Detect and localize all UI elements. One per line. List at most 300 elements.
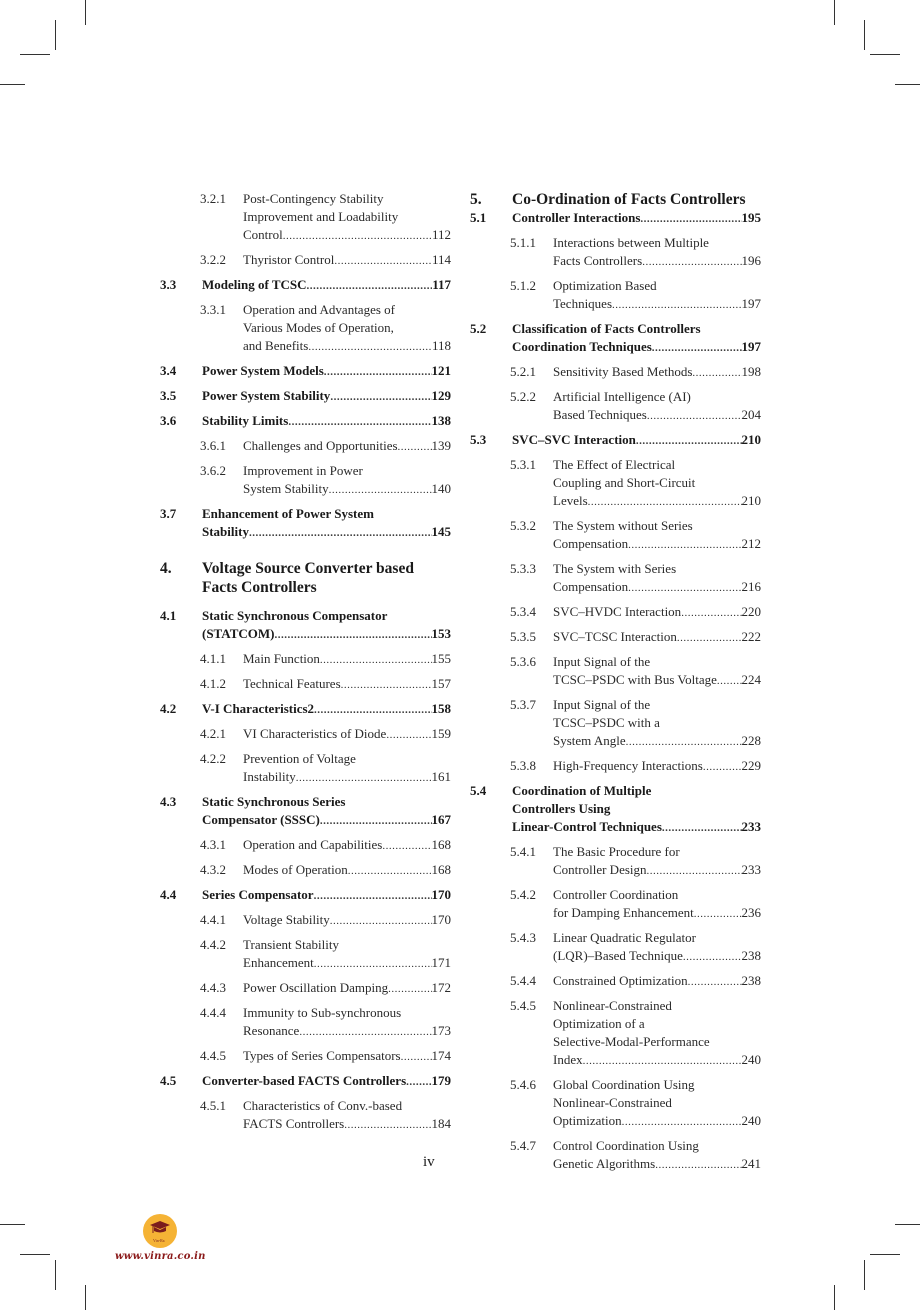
toc-title-line: Prevention of Voltage bbox=[243, 751, 356, 766]
toc-page-number: 138 bbox=[431, 413, 451, 428]
leader-dots bbox=[283, 227, 432, 245]
toc-number: 5.3.7 bbox=[510, 697, 536, 712]
toc-number: 5.4.4 bbox=[510, 973, 536, 988]
leader-dots bbox=[583, 1052, 742, 1070]
toc-title-line: Co-Ordination of Facts Controllers bbox=[512, 191, 746, 208]
toc-page-number: 240 bbox=[741, 1113, 761, 1128]
toc-number: 4.1 bbox=[160, 608, 177, 623]
toc-section[interactable] bbox=[160, 505, 451, 542]
toc-number: 5.3.8 bbox=[510, 758, 536, 773]
toc-title: Levels bbox=[553, 493, 588, 508]
toc-number: 5.3.6 bbox=[510, 654, 536, 669]
toc-title: SVC–TCSC Interaction bbox=[553, 629, 677, 644]
leader-dots bbox=[588, 493, 742, 511]
toc-subsection[interactable] bbox=[470, 843, 761, 880]
toc-title-line: Interactions between Multiple bbox=[553, 235, 709, 250]
toc-page-number: 161 bbox=[431, 769, 451, 784]
toc-subsection[interactable] bbox=[160, 251, 451, 270]
toc-page-number: 195 bbox=[741, 210, 761, 225]
toc-page-number: 197 bbox=[741, 339, 761, 354]
toc-section[interactable] bbox=[470, 431, 761, 450]
toc-page-number: 114 bbox=[431, 252, 451, 267]
toc-title-line: Facts Controllers bbox=[202, 579, 317, 596]
toc-title: Compensator (SSSC) bbox=[202, 812, 320, 827]
toc-title-line: The System with Series bbox=[553, 561, 677, 576]
toc-number: 5.3.5 bbox=[510, 629, 536, 644]
toc-title: Main Function bbox=[243, 651, 320, 666]
toc-subsection[interactable] bbox=[470, 363, 761, 382]
toc-title: Converter-based FACTS Controllers bbox=[202, 1073, 407, 1088]
toc-number: 4.4.4 bbox=[200, 1005, 226, 1020]
leader-dots bbox=[382, 837, 431, 855]
crop-mark bbox=[864, 20, 865, 50]
leader-dots bbox=[314, 887, 432, 905]
leader-dots bbox=[274, 626, 431, 644]
toc-page-number: 224 bbox=[741, 672, 761, 687]
toc-page-number: 220 bbox=[741, 604, 761, 619]
leader-dots bbox=[626, 733, 742, 751]
toc-page-number: 168 bbox=[431, 837, 451, 852]
toc-title: Series Compensator bbox=[202, 887, 314, 902]
leader-dots bbox=[640, 210, 741, 228]
toc-title: Techniques bbox=[553, 296, 613, 311]
toc-number: 5.3.4 bbox=[510, 604, 536, 619]
toc-subsection[interactable] bbox=[470, 757, 761, 776]
toc-page-number: 153 bbox=[431, 626, 451, 641]
leader-dots bbox=[612, 296, 741, 314]
toc-number: 5.1.1 bbox=[510, 235, 536, 250]
toc-page-number: 172 bbox=[431, 980, 451, 995]
leader-dots bbox=[628, 579, 741, 597]
toc-title: Based Techniques bbox=[553, 407, 647, 422]
toc-page-number: 238 bbox=[741, 973, 761, 988]
crop-mark bbox=[85, 1285, 86, 1310]
toc-title: SVC–HVDC Interaction bbox=[553, 604, 682, 619]
toc-number: 4.1.1 bbox=[200, 651, 226, 666]
graduation-cap-icon bbox=[150, 1220, 170, 1236]
toc-number: 4.1.2 bbox=[200, 676, 226, 691]
logo-caption: Vin-Ra bbox=[153, 1238, 165, 1243]
toc-title: Technical Features bbox=[243, 676, 341, 691]
toc-page-number: 198 bbox=[741, 364, 761, 379]
leader-dots bbox=[314, 701, 431, 719]
toc-number: 4.4.3 bbox=[200, 980, 226, 995]
toc-number: 4.4 bbox=[160, 887, 177, 902]
toc-title-line: Linear Quadratic Regulator bbox=[553, 930, 696, 945]
toc-section[interactable] bbox=[160, 793, 451, 830]
toc-title: SVC–SVC Interaction bbox=[512, 432, 636, 447]
toc-number: 4.4.1 bbox=[200, 912, 226, 927]
toc-page-number: 145 bbox=[431, 524, 451, 539]
toc-title: VI Characteristics of Diode bbox=[243, 726, 387, 741]
toc-subsection[interactable] bbox=[160, 675, 451, 694]
leader-dots bbox=[688, 973, 742, 991]
toc-number: 5.3.1 bbox=[510, 457, 536, 472]
toc-page-number: 212 bbox=[741, 536, 761, 551]
toc-number: 5.2.1 bbox=[510, 364, 536, 379]
toc-page-number: 229 bbox=[741, 758, 761, 773]
toc-title: Voltage Stability bbox=[243, 912, 330, 927]
toc-subsection[interactable] bbox=[160, 979, 451, 998]
crop-mark bbox=[20, 1254, 50, 1255]
toc-title-line: Various Modes of Operation, bbox=[243, 320, 394, 335]
leader-dots bbox=[401, 1048, 432, 1066]
toc-subsection[interactable] bbox=[470, 628, 761, 647]
toc-subsection[interactable] bbox=[160, 190, 451, 245]
toc-title-line: Optimization Based bbox=[553, 278, 657, 293]
toc-section[interactable] bbox=[160, 607, 451, 644]
toc-title: Thyristor Control bbox=[243, 252, 335, 267]
toc-title-line: Improvement and Loadability bbox=[243, 209, 399, 224]
leader-dots bbox=[636, 432, 742, 450]
leader-dots bbox=[647, 407, 742, 425]
toc-subsection[interactable] bbox=[160, 861, 451, 880]
toc-title: Genetic Algorithms bbox=[553, 1156, 656, 1171]
leader-dots bbox=[386, 726, 431, 744]
toc-page-number: 240 bbox=[741, 1052, 761, 1067]
crop-mark bbox=[864, 1260, 865, 1290]
leader-dots bbox=[314, 955, 432, 973]
toc-number: 4.3 bbox=[160, 794, 177, 809]
leader-dots bbox=[703, 758, 742, 776]
toc-subsection[interactable] bbox=[160, 1004, 451, 1041]
toc-page-number: 170 bbox=[431, 887, 451, 902]
toc-number: 4.3.2 bbox=[200, 862, 226, 877]
toc-subsection[interactable] bbox=[160, 1097, 451, 1134]
toc-subsection[interactable] bbox=[470, 456, 761, 511]
toc-page-number: 168 bbox=[431, 862, 451, 877]
toc-title: Compensation bbox=[553, 579, 629, 594]
toc-title: Types of Series Compensators bbox=[243, 1048, 401, 1063]
toc-subsection[interactable] bbox=[160, 1047, 451, 1066]
toc-title: Compensation bbox=[553, 536, 629, 551]
toc-page-number: 233 bbox=[741, 819, 761, 834]
toc-number: 5.4.1 bbox=[510, 844, 536, 859]
toc-title-line: TCSC–PSDC with a bbox=[553, 715, 660, 730]
toc-title: Coordination Techniques bbox=[512, 339, 652, 354]
toc-number: 5.3 bbox=[470, 432, 487, 447]
toc-page-number: 171 bbox=[431, 955, 451, 970]
toc-number: 3.3.1 bbox=[200, 302, 226, 317]
toc-title-line: Nonlinear-Constrained bbox=[553, 1095, 672, 1110]
toc-subsection[interactable] bbox=[470, 997, 761, 1070]
toc-subsection[interactable] bbox=[470, 886, 761, 923]
leader-dots bbox=[662, 819, 742, 837]
toc-number: 5.4.6 bbox=[510, 1077, 536, 1092]
toc-left-column bbox=[160, 190, 451, 1134]
leader-dots bbox=[406, 1073, 431, 1091]
toc-page-number: 241 bbox=[741, 1156, 761, 1171]
toc-subsection[interactable] bbox=[470, 1076, 761, 1131]
toc-title: Modes of Operation bbox=[243, 862, 348, 877]
leader-dots bbox=[628, 536, 741, 554]
leader-dots bbox=[694, 905, 742, 923]
toc-page-number: 228 bbox=[741, 733, 761, 748]
publisher-website: www.vinra.co.in bbox=[115, 1251, 206, 1262]
leader-dots bbox=[308, 338, 432, 356]
crop-mark bbox=[834, 0, 835, 25]
leader-dots bbox=[299, 1023, 431, 1041]
crop-mark bbox=[834, 1285, 835, 1310]
toc-title: Facts Controllers bbox=[553, 253, 643, 268]
toc-subsection[interactable] bbox=[160, 750, 451, 787]
toc-page-number: 121 bbox=[431, 363, 451, 378]
toc-subsection[interactable] bbox=[160, 725, 451, 744]
toc-number: 3.4 bbox=[160, 363, 177, 378]
toc-page-number: 222 bbox=[741, 629, 761, 644]
toc-page-number: 118 bbox=[431, 338, 451, 353]
toc-number: 5.4.2 bbox=[510, 887, 536, 902]
crop-mark bbox=[895, 1224, 920, 1225]
toc-number: 5.1 bbox=[470, 210, 487, 225]
toc-section[interactable] bbox=[160, 1072, 451, 1091]
toc-title-line: Immunity to Sub-synchronous bbox=[243, 1005, 402, 1020]
toc-page-number: 167 bbox=[431, 812, 451, 827]
toc-title-line: Classification of Facts Controllers bbox=[512, 321, 701, 336]
toc-title-line: Voltage Source Converter based bbox=[202, 560, 414, 577]
leader-dots bbox=[388, 980, 431, 998]
toc-title-line: Input Signal of the bbox=[553, 697, 651, 712]
toc-title: Power System Stability bbox=[202, 388, 331, 403]
toc-subsection[interactable] bbox=[160, 462, 451, 499]
toc-subsection[interactable] bbox=[160, 301, 451, 356]
toc-number: 3.2.2 bbox=[200, 252, 226, 267]
toc-title: Control bbox=[243, 227, 283, 242]
toc-number: 4.2.1 bbox=[200, 726, 226, 741]
toc-subsection[interactable] bbox=[470, 388, 761, 425]
toc-page-number: 157 bbox=[431, 676, 451, 691]
toc-title-line: The Effect of Electrical bbox=[553, 457, 676, 472]
crop-mark bbox=[0, 1224, 25, 1225]
toc-page-number: 204 bbox=[741, 407, 761, 422]
toc-title-line: Selective-Modal-Performance bbox=[553, 1034, 710, 1049]
toc-page-number: 129 bbox=[431, 388, 451, 403]
toc-section[interactable] bbox=[470, 782, 761, 837]
toc-number: 4.4.5 bbox=[200, 1048, 226, 1063]
toc-number: 5.4.3 bbox=[510, 930, 536, 945]
leader-dots bbox=[307, 277, 433, 295]
toc-title-line: Operation and Advantages of bbox=[243, 302, 395, 317]
leader-dots bbox=[692, 364, 741, 382]
toc-subsection[interactable] bbox=[470, 277, 761, 314]
toc-subsection[interactable] bbox=[160, 437, 451, 456]
crop-mark bbox=[85, 0, 86, 25]
toc-title-line: Enhancement of Power System bbox=[202, 506, 374, 521]
leader-dots bbox=[348, 862, 432, 880]
toc-number: 3.2.1 bbox=[200, 191, 226, 206]
toc-title-line: Nonlinear-Constrained bbox=[553, 998, 672, 1013]
toc-title: System Angle bbox=[553, 733, 626, 748]
crop-mark bbox=[55, 20, 56, 50]
leader-dots bbox=[330, 388, 431, 406]
page-number: iv bbox=[423, 1154, 435, 1170]
toc-title: FACTS Controllers bbox=[243, 1116, 345, 1131]
toc-title-line: Static Synchronous Compensator bbox=[202, 608, 388, 623]
toc-title-line: Optimization of a bbox=[553, 1016, 645, 1031]
toc-title: for Damping Enhancement bbox=[553, 905, 694, 920]
toc-subsection[interactable] bbox=[470, 560, 761, 597]
toc-page-number: 216 bbox=[741, 579, 761, 594]
leader-dots bbox=[296, 769, 432, 787]
toc-page-number: 173 bbox=[431, 1023, 451, 1038]
toc-number: 5.3.3 bbox=[510, 561, 536, 576]
toc-number: 5.2.2 bbox=[510, 389, 536, 404]
toc-title-line: Artificial Intelligence (AI) bbox=[553, 389, 691, 404]
toc-number: 5.3.2 bbox=[510, 518, 536, 533]
leader-dots bbox=[324, 363, 432, 381]
toc-page-number: 210 bbox=[741, 432, 761, 447]
leader-dots bbox=[642, 253, 741, 271]
toc-page-number: 236 bbox=[741, 905, 761, 920]
toc-title: and Benefits bbox=[243, 338, 309, 353]
toc-title: (LQR)–Based Technique bbox=[553, 948, 683, 963]
toc-subsection[interactable] bbox=[160, 836, 451, 855]
toc-number: 4.5 bbox=[160, 1073, 177, 1088]
crop-mark bbox=[870, 1254, 900, 1255]
toc-title: Controller Interactions bbox=[512, 210, 641, 225]
toc-title: Challenges and Opportunities bbox=[243, 438, 398, 453]
crop-mark bbox=[0, 84, 25, 85]
toc-number: 3.6.1 bbox=[200, 438, 226, 453]
toc-title-line: Controllers Using bbox=[512, 801, 611, 816]
toc-title-line: Characteristics of Conv.-based bbox=[243, 1098, 403, 1113]
toc-number: 5.4.7 bbox=[510, 1138, 536, 1153]
toc-number: 4.2 bbox=[160, 701, 177, 716]
toc-number: 4. bbox=[160, 560, 172, 577]
leader-dots bbox=[341, 676, 432, 694]
toc-number: 5. bbox=[470, 191, 482, 208]
toc-subsection[interactable] bbox=[470, 972, 761, 991]
leader-dots bbox=[398, 438, 432, 456]
toc-title: Operation and Capabilities bbox=[243, 837, 383, 852]
toc-title: High-Frequency Interactions bbox=[553, 758, 703, 773]
toc-title: Stability bbox=[202, 524, 249, 539]
toc-page-number: 174 bbox=[431, 1048, 451, 1063]
toc-subsection[interactable] bbox=[160, 911, 451, 930]
leader-dots bbox=[681, 604, 741, 622]
toc-subsection[interactable] bbox=[470, 1137, 761, 1174]
toc-section[interactable] bbox=[160, 387, 451, 406]
toc-page-number: 184 bbox=[431, 1116, 451, 1131]
leader-dots bbox=[249, 524, 432, 542]
toc-section[interactable] bbox=[160, 362, 451, 381]
toc-title: Instability bbox=[243, 769, 296, 784]
toc-subsection[interactable] bbox=[470, 696, 761, 751]
toc-page-number: 210 bbox=[741, 493, 761, 508]
leader-dots bbox=[334, 252, 432, 270]
toc-title: Optimization bbox=[553, 1113, 622, 1128]
toc-section[interactable] bbox=[160, 700, 451, 719]
leader-dots bbox=[288, 413, 431, 431]
leader-dots bbox=[655, 1156, 741, 1174]
toc-section[interactable] bbox=[160, 886, 451, 905]
toc-subsection[interactable] bbox=[160, 650, 451, 669]
toc-subsection[interactable] bbox=[470, 517, 761, 554]
toc-number: 4.4.2 bbox=[200, 937, 226, 952]
toc-section[interactable] bbox=[160, 412, 451, 431]
toc-title: System Stability bbox=[243, 481, 329, 496]
toc-title-line: Transient Stability bbox=[243, 937, 339, 952]
toc-number: 5.4 bbox=[470, 783, 487, 798]
toc-number: 3.6.2 bbox=[200, 463, 226, 478]
leader-dots bbox=[320, 651, 432, 669]
toc-page-number: 179 bbox=[431, 1073, 451, 1088]
toc-title: (STATCOM) bbox=[202, 626, 275, 641]
leader-dots bbox=[717, 672, 742, 690]
toc-title: Power System Models bbox=[202, 363, 324, 378]
leader-dots bbox=[344, 1116, 431, 1134]
toc-number: 4.2.2 bbox=[200, 751, 226, 766]
toc-section[interactable] bbox=[470, 320, 761, 357]
leader-dots bbox=[329, 481, 432, 499]
toc-title: Modeling of TCSC bbox=[202, 277, 307, 292]
toc-page-number: 170 bbox=[431, 912, 451, 927]
toc-page-number: 196 bbox=[741, 253, 761, 268]
leader-dots bbox=[622, 1113, 742, 1131]
leader-dots bbox=[330, 912, 432, 930]
toc-subsection[interactable] bbox=[470, 653, 761, 690]
toc-subsection[interactable] bbox=[470, 603, 761, 622]
toc-title: Index bbox=[553, 1052, 583, 1067]
toc-title: V-I Characteristics2 bbox=[202, 701, 315, 716]
crop-mark bbox=[55, 1260, 56, 1290]
toc-title-line: Static Synchronous Series bbox=[202, 794, 346, 809]
toc-number: 4.5.1 bbox=[200, 1098, 226, 1113]
publisher-logo bbox=[143, 1214, 177, 1248]
toc-subsection[interactable] bbox=[470, 234, 761, 271]
toc-number: 3.7 bbox=[160, 506, 177, 521]
toc-title: Resonance bbox=[243, 1023, 300, 1038]
leader-dots bbox=[647, 862, 742, 880]
toc-title: Power Oscillation Damping bbox=[243, 980, 389, 995]
toc-title-line: Control Coordination Using bbox=[553, 1138, 699, 1153]
leader-dots bbox=[677, 629, 742, 647]
toc-page-number: 140 bbox=[431, 481, 451, 496]
toc-title-line: Coupling and Short-Circuit bbox=[553, 475, 696, 490]
toc-section[interactable] bbox=[470, 209, 761, 228]
toc-number: 4.3.1 bbox=[200, 837, 226, 852]
toc-section[interactable] bbox=[160, 276, 451, 295]
toc-number: 3.6 bbox=[160, 413, 177, 428]
toc-title: Linear-Control Techniques bbox=[512, 819, 662, 834]
toc-title-line: The Basic Procedure for bbox=[553, 844, 680, 859]
crop-mark bbox=[895, 84, 920, 85]
leader-dots bbox=[652, 339, 742, 357]
toc-title-line: Improvement in Power bbox=[243, 463, 363, 478]
toc-title: TCSC–PSDC with Bus Voltage bbox=[553, 672, 717, 687]
toc-subsection[interactable] bbox=[160, 936, 451, 973]
crop-mark bbox=[20, 54, 50, 55]
leader-dots bbox=[320, 812, 432, 830]
toc-chapter[interactable] bbox=[470, 190, 761, 209]
toc-title-line: Input Signal of the bbox=[553, 654, 651, 669]
toc-page-number: 159 bbox=[431, 726, 451, 741]
toc-title: Controller Design bbox=[553, 862, 647, 877]
toc-page-number: 158 bbox=[431, 701, 451, 716]
toc-title: Sensitivity Based Methods bbox=[553, 364, 693, 379]
toc-number: 3.3 bbox=[160, 277, 177, 292]
toc-title-line: Controller Coordination bbox=[553, 887, 679, 902]
toc-title: Enhancement bbox=[243, 955, 314, 970]
toc-number: 5.1.2 bbox=[510, 278, 536, 293]
toc-page-number: 233 bbox=[741, 862, 761, 877]
toc-page-number: 238 bbox=[741, 948, 761, 963]
toc-page-number: 117 bbox=[432, 277, 451, 292]
toc-subsection[interactable] bbox=[470, 929, 761, 966]
toc-chapter[interactable] bbox=[160, 559, 451, 597]
toc-title: Stability Limits bbox=[202, 413, 289, 428]
toc-page-number: 112 bbox=[431, 227, 451, 242]
